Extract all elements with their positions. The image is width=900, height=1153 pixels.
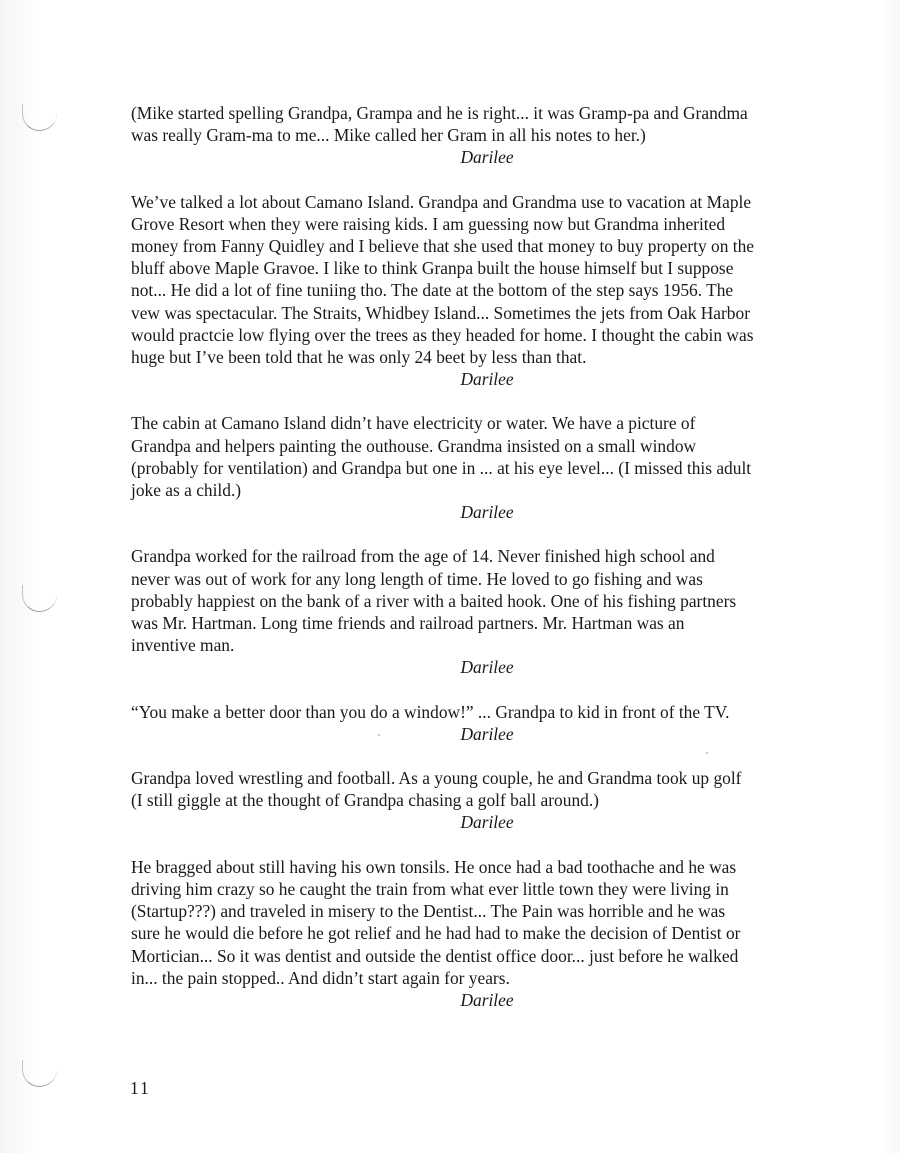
entry-signature: Darilee — [460, 657, 514, 678]
entry-text: The cabin at Camano Island didn’t have electricity or water. We have a picture of Grandpa and helpers painting the outhouse. Grandma insisted on a small window (probably for ventilation) and Grandpa but one in ... at his eye level... (I missed this adult joke as a child.) — [131, 413, 752, 501]
entry-text: “You make a better door than you do a window!” ... Grandpa to kid in front of the TV. — [131, 701, 730, 722]
binder-hole-bottom — [22, 1060, 57, 1087]
entry-text: He bragged about still having his own tonsils. He once had a bad toothache and he was driving him crazy so he caught the train from what ever little town they were living in (Startup???) and traveled in misery to the Dentist... The Pain was horrible and he was sure he would die before he got relief and he had had to make the decision of Dentist or Mortician... So it was dentist and outside the dentist office door... just before he walked in... the pain stopped.. And didn’t start again for years. — [131, 856, 741, 988]
entry-signature: Darilee — [460, 812, 514, 833]
entry-signature: Darilee — [460, 369, 514, 390]
entry-text: (Mike started spelling Grandpa, Grampa and he is right... it was Gramp-pa and Grandma was really Gram-ma to me... Mike called her Gram in all his notes to her.) — [131, 103, 748, 146]
binder-hole-top — [22, 104, 57, 131]
binder-hole-middle — [22, 585, 57, 612]
entry-signature: Darilee — [460, 502, 514, 523]
entry-text: We’ve talked a lot about Camano Island. Grandpa and Grandma use to vacation at Maple Grove Resort when they were raising kids. I am guessing now but Grandma inherited money from Fanny Quidley and I believe that she used that money to buy property on the bluff above Maple Gravoe. I like to think Granpa built the house himself but I suppose not... He did a lot of fine tuniing tho. The date at the bottom of the step says 1956. The vew was spectacular. The Straits, Whidbey Island... Sometimes the jets from Oak Harbor would practcie low flying over the trees as they headed for home. I thought the cabin was huge but I’ve been told that he was only 24 beet by less than that. — [131, 191, 755, 368]
entry-text: Grandpa loved wrestling and football. As a young couple, he and Grandma took up golf (I still giggle at the thought of Grandpa chasing a golf ball around.) — [131, 768, 742, 811]
page-number: 11 — [130, 1078, 151, 1098]
entry-signature: Darilee — [460, 147, 514, 168]
entry — [131, 102, 811, 169]
entry — [131, 701, 811, 745]
entry — [131, 856, 811, 1011]
entry — [131, 545, 811, 678]
entry — [131, 767, 811, 834]
entry-signature: Darilee — [460, 989, 514, 1010]
entry — [131, 191, 811, 391]
entry-signature: Darilee — [460, 723, 514, 744]
document-body — [131, 102, 811, 1011]
entry — [131, 412, 811, 523]
entry-text: Grandpa worked for the railroad from the age of 14. Never finished high school and never was out of work for any long length of time. He loved to go fishing and was probably happiest on the bank of a river with a baited hook. One of his fishing partners was Mr. Hartman. Long time friends and railroad partners. Mr. Hartman was an inventive man. — [131, 546, 737, 656]
